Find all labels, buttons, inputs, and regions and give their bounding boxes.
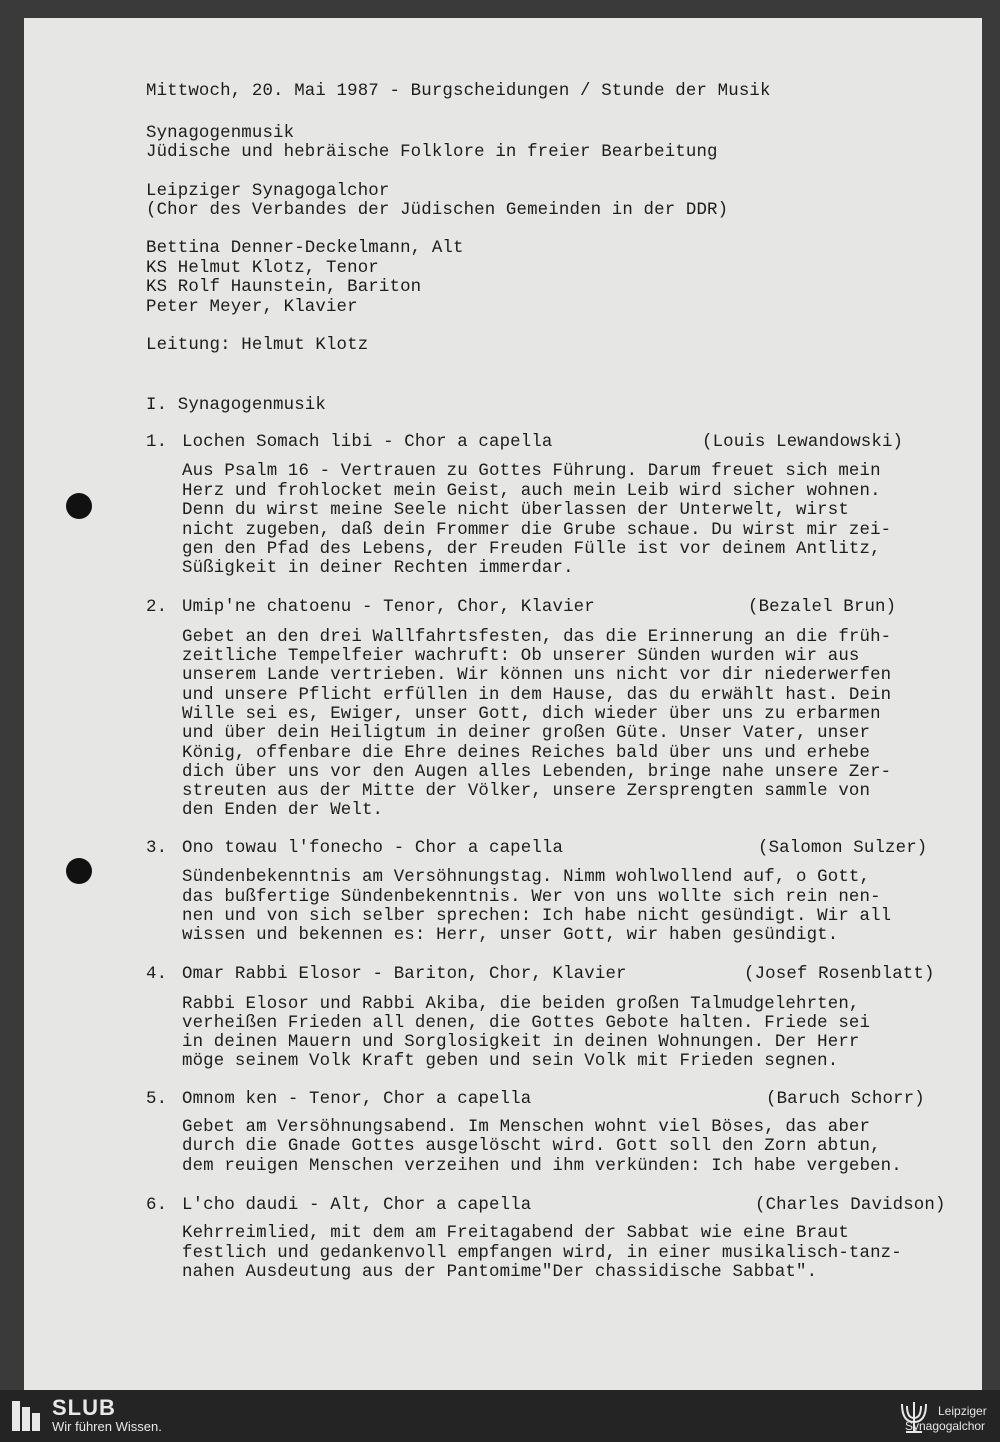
item-text-line: verheißen Frieden all denen, die Gottes Gebote halten. Friede sei — [182, 1014, 871, 1033]
performer: KS Rolf Haunstein, Bariton — [146, 278, 422, 297]
item-text-line: nahen Ausdeutung aus der Pantomime"Der chassidische Sabbat". — [182, 1263, 818, 1282]
item-text-line: Rabbi Elosor und Rabbi Akiba, die beiden großen Talmudgelehrten, — [182, 995, 860, 1014]
item-text-line: den Enden der Welt. — [182, 801, 384, 820]
item-text-line: Kehrreimlied, mit dem am Freitagabend der Sabbat wie eine Braut — [182, 1224, 849, 1243]
item-composer: (Baruch Schorr) — [766, 1090, 925, 1109]
item-text-line: dem reuigen Menschen verzeihen und ihm verkünden: Ich habe vergeben. — [182, 1157, 902, 1176]
item-text-line: Gebet an den drei Wallfahrtsfesten, das die Erinnerung an die früh- — [182, 628, 892, 647]
performer: Bettina Denner-Deckelmann, Alt — [146, 239, 464, 258]
scan-edge-right — [982, 0, 1000, 1390]
punch-hole — [66, 493, 92, 519]
item-title: Omnom ken - Tenor, Chor a capella — [182, 1090, 532, 1109]
item-text-line: Herz und frohlocket mein Geist, auch mein Leib wird sicher wohnen. — [182, 482, 881, 501]
item-text-line: Gebet am Versöhnungsabend. Im Menschen wohnt viel Böses, das aber — [182, 1118, 871, 1137]
punch-hole — [66, 858, 92, 884]
item-number: 1. — [146, 433, 168, 452]
item-text-line: festlich und gedankenvoll empfangen wird, in einer musikalisch-tanz- — [182, 1244, 902, 1263]
performer: KS Helmut Klotz, Tenor — [146, 259, 379, 278]
item-text-line: und über dein Heiligtum in deiner großen Güte. Unser Vater, unser — [182, 724, 871, 743]
item-text-line: Sündenbekenntnis am Versöhnungstag. Nimm wohlwollend auf, o Gott, — [182, 868, 871, 887]
item-text-line: gen den Pfad des Lebens, der Freuden Fülle ist vor deinem Antlitz, — [182, 540, 881, 559]
slub-logo-icon — [12, 1401, 42, 1431]
item-composer: (Salomon Sulzer) — [758, 839, 928, 858]
item-number: 3. — [146, 839, 168, 858]
item-title: Ono towau l'fonecho - Chor a capella — [182, 839, 564, 858]
direction: Leitung: Helmut Klotz — [146, 336, 369, 355]
item-text-line: Süßigkeit in deiner Rechten immerdar. — [182, 559, 574, 578]
item-title: Umip'ne chatoenu - Tenor, Chor, Klavier — [182, 598, 595, 617]
item-text-line: nicht zugeben, daß dein Frommer die Grube schaue. Du wirst mir zei- — [182, 521, 892, 540]
item-number: 2. — [146, 598, 168, 617]
item-text-line: König, offenbare die Ehre deines Reiches bald über uns und erhebe — [182, 744, 871, 763]
choir-description: (Chor des Verbandes der Jüdischen Gemeinden in der DDR) — [146, 201, 729, 220]
item-composer: (Josef Rosenblatt) — [744, 965, 935, 984]
item-text-line: Wille sei es, Ewiger, unser Gott, dich wieder über uns zu erbarmen — [182, 705, 881, 724]
item-composer: (Louis Lewandowski) — [702, 433, 904, 452]
partner-name-line1: Leipziger — [938, 1404, 987, 1418]
item-composer: (Charles Davidson) — [755, 1196, 946, 1215]
item-composer: (Bezalel Brun) — [748, 598, 897, 617]
item-text-line: unserem Lande vertrieben. Wir können uns nicht vor dir niederwerfen — [182, 666, 892, 685]
item-number: 4. — [146, 965, 168, 984]
item-text-line: und unsere Pflicht erfüllen in dem Hause, das du erwählt hast. Dein — [182, 686, 892, 705]
item-text-line: das bußfertige Sündenbekenntnis. Wer von uns wollte sich rein nen- — [182, 888, 881, 907]
item-title: L'cho daudi - Alt, Chor a capella — [182, 1196, 532, 1215]
performer: Peter Meyer, Klavier — [146, 298, 358, 317]
scan-edge-left — [0, 0, 24, 1390]
header-title: Synagogenmusik — [146, 124, 295, 143]
scan-edge-top — [0, 0, 1000, 18]
item-text-line: wissen und bekennen es: Herr, unser Gott, wir haben gesündigt. — [182, 926, 839, 945]
header-subtitle: Jüdische und hebräische Folklore in freier Bearbeitung — [146, 143, 718, 162]
item-text-line: möge seinem Volk Kraft geben und sein Volk mit Frieden segnen. — [182, 1052, 839, 1071]
item-number: 5. — [146, 1090, 168, 1109]
partner-name-line2: Synagogalchor — [905, 1419, 986, 1433]
item-text-line: Aus Psalm 16 - Vertrauen zu Gottes Führung. Darum freuet sich mein — [182, 462, 881, 481]
header-date-line: Mittwoch, 20. Mai 1987 - Burgscheidungen / Stunde der Musik — [146, 82, 771, 101]
item-title: Omar Rabbi Elosor - Bariton, Chor, Klavier — [182, 965, 627, 984]
item-text-line: durch die Gnade Gottes ausgelöscht wird. Gott soll den Zorn abtun, — [182, 1137, 881, 1156]
item-text-line: streuten aus der Mitte der Völker, unsere Zersprengten sammle von — [182, 782, 871, 801]
item-text-line: nen und von sich selber sprechen: Ich habe nicht gesündigt. Wir all — [182, 907, 892, 926]
viewer-footer — [0, 1390, 1000, 1442]
item-text-line: Denn du wirst meine Seele nicht überlassen der Unterwelt, wirst — [182, 501, 849, 520]
slub-name: SLUB — [52, 1395, 116, 1420]
item-number: 6. — [146, 1196, 168, 1215]
item-title: Lochen Somach libi - Chor a capella — [182, 433, 553, 452]
slub-tagline: Wir führen Wissen. — [52, 1419, 162, 1434]
item-text-line: in deinen Mauern und Sorglosigkeit in deinen Wohnungen. Der Herr — [182, 1033, 860, 1052]
item-text-line: zeitliche Tempelfeier wachruft: Ob unserer Sünden wurden wir aus — [182, 647, 860, 666]
choir-name: Leipziger Synagogalchor — [146, 182, 390, 201]
section-title: I. Synagogenmusik — [146, 396, 326, 415]
item-text-line: dich über uns vor den Augen alles Lebenden, bringe nahe unsere Zer- — [182, 763, 892, 782]
